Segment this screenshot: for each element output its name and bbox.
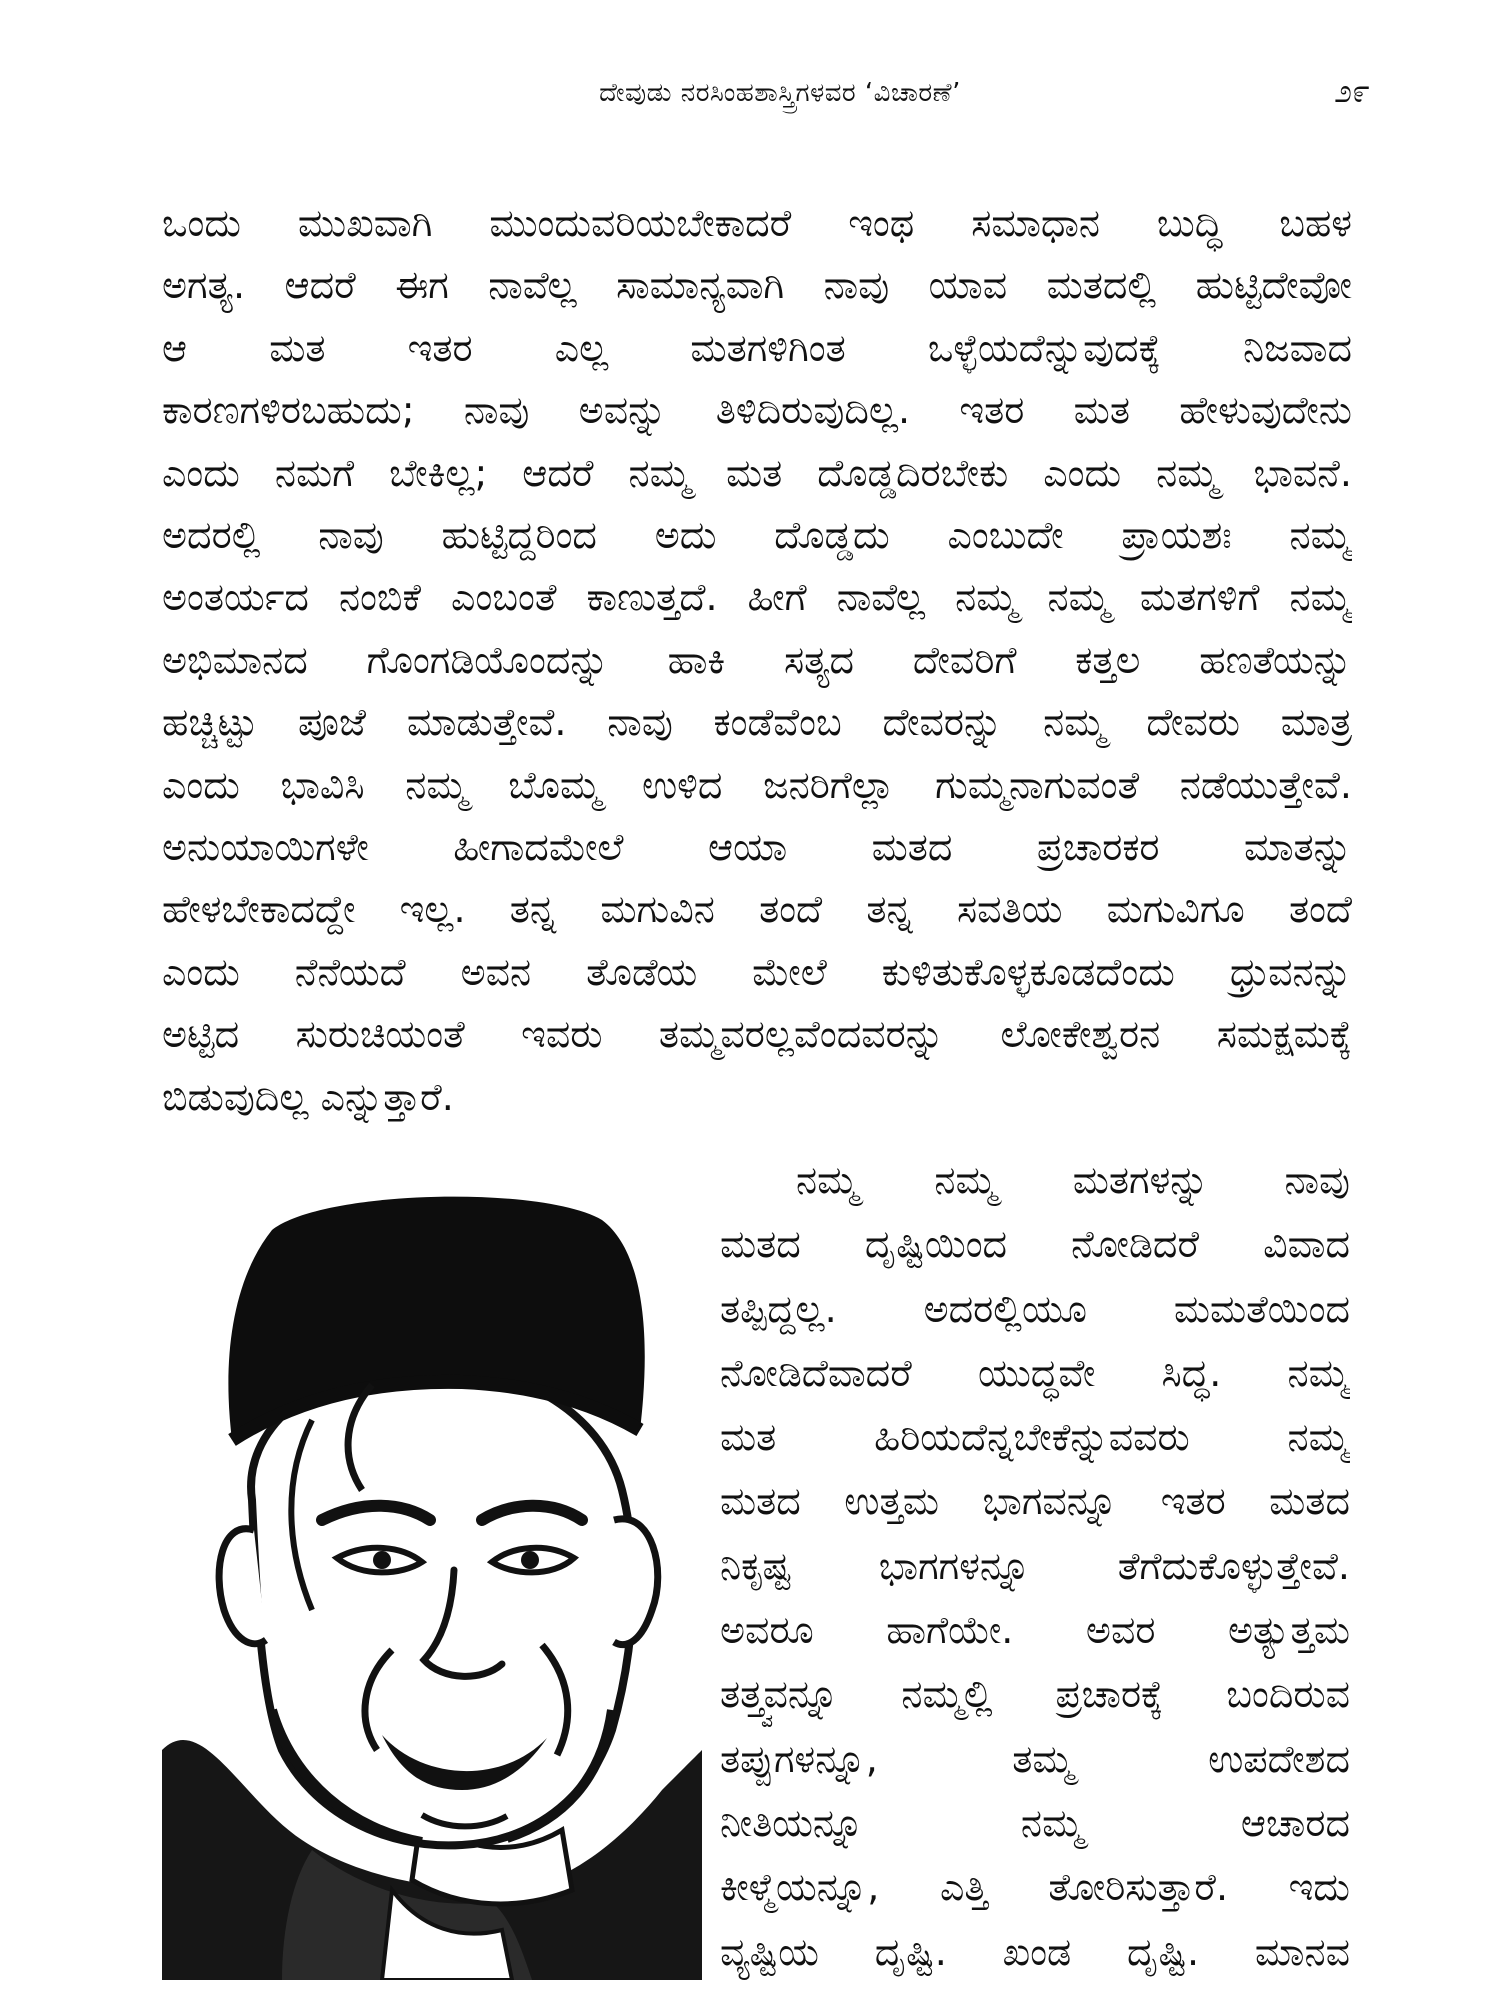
text-line: ಕಾರಣಗಳಿರಬಹುದು; ನಾವು ಅವನ್ನು ತಿಳಿದಿರುವುದಿಲ್ಲ. ಇತರ ಮತ ಹೇಳುವುದೇನು bbox=[162, 388, 1352, 433]
text-line: ನಮ್ಮ ನಮ್ಮ ಮತಗಳನ್ನು ನಾವು bbox=[796, 1158, 1350, 1202]
page-number: ೨೯ bbox=[1334, 72, 1370, 110]
portrait-sketch-icon bbox=[162, 1190, 702, 1980]
text-line: ಕೀಳ್ಮೆಯನ್ನೂ, ಎತ್ತಿ ತೋರಿಸುತ್ತಾರೆ. ಇದು bbox=[720, 1865, 1350, 1910]
text-line: ಅಂತರ್ಯದ ನಂಬಿಕೆ ಎಂಬಂತೆ ಕಾಣುತ್ತದೆ. ಹೀಗೆ ನಾವೆಲ್ಲ ನಮ್ಮ ನಮ್ಮ ಮತಗಳಿಗೆ ನಮ್ಮ bbox=[162, 575, 1352, 620]
text-line: ಅವರೂ ಹಾಗೆಯೇ. ಅವರ ಅತ್ಯುತ್ತಮ bbox=[720, 1608, 1350, 1653]
text-line: ನೋಡಿದೆವಾದರೆ ಯುದ್ಧವೇ ಸಿದ್ಧ. ನಮ್ಮ bbox=[720, 1350, 1350, 1395]
text-line: ಮತದ ದೃಷ್ಟಿಯಿಂದ ನೋಡಿದರೆ ವಿವಾದ bbox=[720, 1222, 1350, 1267]
paragraph-2 bbox=[720, 1148, 1350, 1984]
paragraph-1 bbox=[162, 192, 1352, 1128]
text-line: ಅಭಿಮಾನದ ಗೊಂಗಡಿಯೊಂದನ್ನು ಹಾಕಿ ಸತ್ಯದ ದೇವರಿಗೆ ಕತ್ತಲ ಹಣತೆಯನ್ನು bbox=[162, 637, 1352, 682]
text-line: ಮತದ ಉತ್ತಮ ಭಾಗವನ್ನೂ ಇತರ ಮತದ bbox=[720, 1479, 1350, 1524]
running-title: ದೇವುಡು ನರಸಿಂಹಶಾಸ್ತ್ರಿಗಳವರ ‘ವಿಚಾರಣೆ’ bbox=[599, 78, 961, 108]
text-line: ಹೇಳಬೇಕಾದದ್ದೇ ಇಲ್ಲ. ತನ್ನ ಮಗುವಿನ ತಂದೆ ತನ್ನ ಸವತಿಯ ಮಗುವಿಗೂ ತಂದೆ bbox=[162, 887, 1352, 932]
text-line: ಒಂದು ಮುಖವಾಗಿ ಮುಂದುವರಿಯಬೇಕಾದರೆ ಇಂಥ ಸಮಾಧಾನ ಬುದ್ಧಿ ಬಹಳ bbox=[162, 201, 1352, 245]
text-line: ಅಗತ್ಯ. ಆದರೆ ಈಗ ನಾವೆಲ್ಲ ಸಾಮಾನ್ಯವಾಗಿ ನಾವು ಯಾವ ಮತದಲ್ಲಿ ಹುಟ್ಟಿದೇವೋ bbox=[162, 263, 1352, 308]
text-line: ತಪ್ಪುಗಳನ್ನೂ, ತಮ್ಮ ಉಪದೇಶದ bbox=[720, 1736, 1350, 1781]
text-line: ಎಂದು ನೆನೆಯದೆ ಅವನ ತೊಡೆಯ ಮೇಲೆ ಕುಳಿತುಕೊಳ್ಳಕೂಡದೆಂದು ಧ್ರುವನನ್ನು bbox=[162, 949, 1352, 994]
text-line: ಹಚ್ಚಿಟ್ಟು ಪೂಜೆ ಮಾಡುತ್ತೇವೆ. ನಾವು ಕಂಡೆವೆಂಬ ದೇವರನ್ನು ನಮ್ಮ ದೇವರು ಮಾತ್ರ bbox=[162, 700, 1352, 745]
text-line: ಎಂದು ನಮಗೆ ಬೇಕಿಲ್ಲ; ಆದರೆ ನಮ್ಮ ಮತ ದೊಡ್ಡದಿರಬೇಕು ಎಂದು ನಮ್ಮ ಭಾವನೆ. bbox=[162, 450, 1352, 495]
text-line: ನಿಕೃಷ್ಟ ಭಾಗಗಳನ್ನೂ ತೆಗೆದುಕೊಳ್ಳುತ್ತೇವೆ. bbox=[720, 1543, 1350, 1588]
portrait-illustration bbox=[162, 1190, 702, 1980]
text-line: ಅಟ್ಟಿದ ಸುರುಚಿಯಂತೆ ಇವರು ತಮ್ಮವರಲ್ಲವೆಂದವರನ್ನು ಲೋಕೇಶ್ವರನ ಸಮಕ್ಷಮಕ್ಕೆ bbox=[162, 1012, 1352, 1057]
text-line: ತತ್ತ್ವವನ್ನೂ ನಮ್ಮಲ್ಲಿ ಪ್ರಚಾರಕ್ಕೆ ಬಂದಿರುವ bbox=[720, 1672, 1350, 1717]
text-line: ನೀತಿಯನ್ನೂ ನಮ್ಮ ಆಚಾರದ bbox=[720, 1800, 1350, 1845]
text-line: ಅದರಲ್ಲಿ ನಾವು ಹುಟ್ಟಿದ್ದರಿಂದ ಅದು ದೊಡ್ಡದು ಎಂಬುದೇ ಪ್ರಾಯಶಃ ನಮ್ಮ bbox=[162, 513, 1352, 558]
text-line: ಎಂದು ಭಾವಿಸಿ ನಮ್ಮ ಬೊಮ್ಮ ಉಳಿದ ಜನರಿಗೆಲ್ಲಾ ಗುಮ್ಮನಾಗುವಂತೆ ನಡೆಯುತ್ತೇವೆ. bbox=[162, 762, 1352, 807]
text-line: ಅನುಯಾಯಿಗಳೇ ಹೀಗಾದಮೇಲೆ ಆಯಾ ಮತದ ಪ್ರಚಾರಕರ ಮಾತನ್ನು bbox=[162, 825, 1352, 870]
text-line: ಬಿಡುವುದಿಲ್ಲ ಎನ್ನುತ್ತಾರೆ. bbox=[162, 1074, 454, 1119]
text-line: ವ್ಯಷ್ಟಿಯ ದೃಷ್ಟಿ. ಖಂಡ ದೃಷ್ಟಿ. ಮಾನವ bbox=[720, 1929, 1350, 1974]
text-line: ಆ ಮತ ಇತರ ಎಲ್ಲ ಮತಗಳಿಗಿಂತ ಒಳ್ಳೆಯದೆನ್ನುವುದಕ್ಕೆ ನಿಜವಾದ bbox=[162, 325, 1352, 370]
text-line: ತಪ್ಪಿದ್ದಲ್ಲ. ಅದರಲ್ಲಿಯೂ ಮಮತೆಯಿಂದ bbox=[720, 1286, 1350, 1331]
text-line: ಮತ ಹಿರಿಯದೆನ್ನಬೇಕೆನ್ನುವವರು ನಮ್ಮ bbox=[720, 1415, 1350, 1460]
